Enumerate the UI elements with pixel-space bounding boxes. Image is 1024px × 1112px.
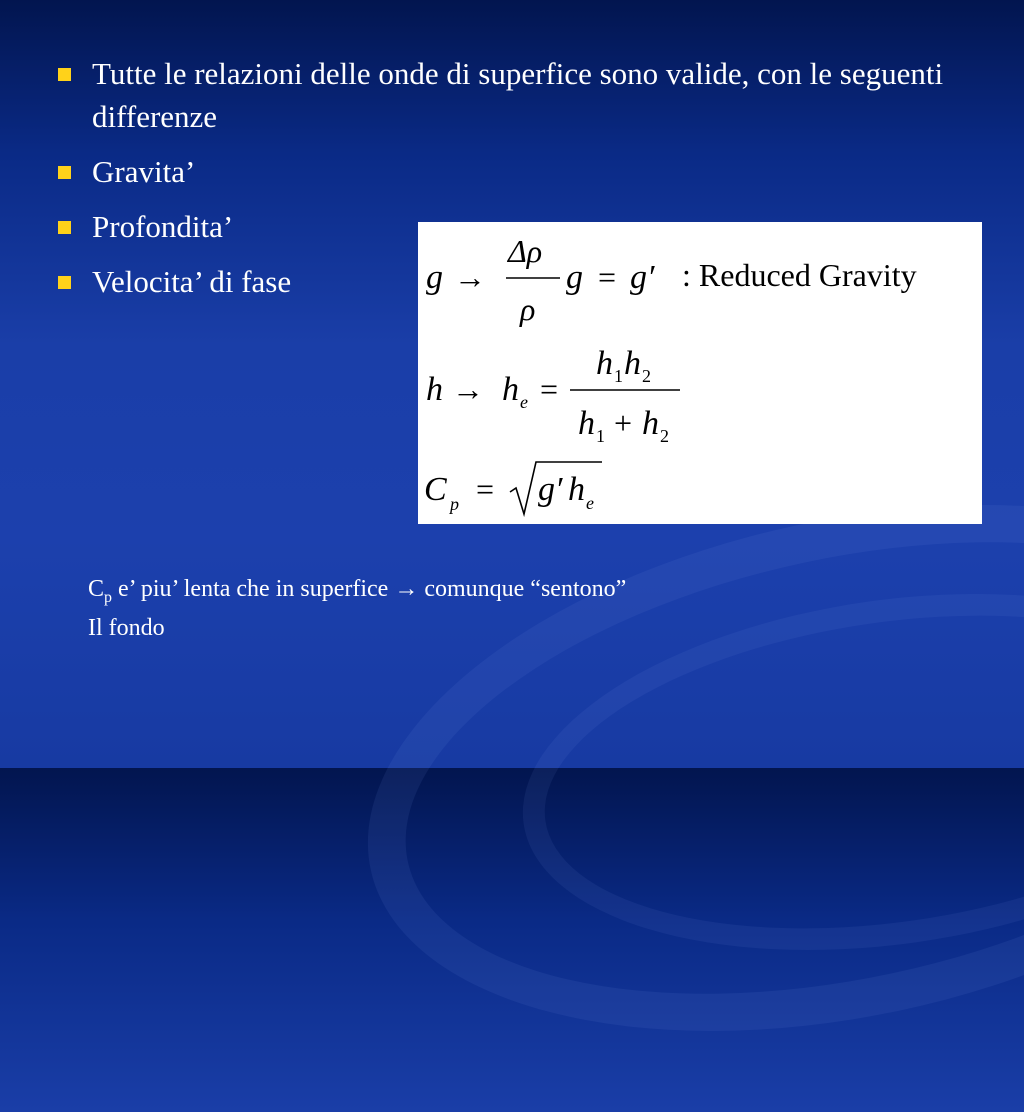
note-line-2: Il fondo <box>88 614 165 641</box>
formula-effective-depth <box>426 345 680 446</box>
symbol-h-e: h <box>502 371 519 408</box>
subscript-p: p <box>450 494 459 514</box>
subscript-1: 1 <box>614 366 623 386</box>
bullet-item <box>56 52 986 138</box>
reduced-gravity-label: : Reduced Gravity <box>682 257 917 293</box>
equals-symbol: = <box>476 471 495 507</box>
arrow-symbol: → <box>452 371 484 407</box>
equals-symbol: = <box>598 259 617 295</box>
subscript-2: 2 <box>642 366 651 386</box>
numerator-h1: h <box>596 345 613 382</box>
equals-symbol: = <box>540 371 559 407</box>
subscript-e: e <box>520 392 528 412</box>
symbol-h: h <box>426 371 443 408</box>
bullet-text: Velocita’ di fase <box>92 264 292 299</box>
subscript-2: 2 <box>660 426 669 446</box>
note-line-1 <box>88 574 888 613</box>
arrow-symbol: → <box>454 259 486 295</box>
bullet-item <box>56 150 986 193</box>
note-line-1-rest: e’ piu’ lenta che in superfice → comunque “sentono” <box>112 576 627 602</box>
square-bullet-icon <box>58 68 71 81</box>
bullet-text: Tutte le relazioni delle onde di superfice sono valide, con le seguenti differenze <box>92 56 944 134</box>
sqrt-g-prime: g′ <box>538 471 563 508</box>
bullet-text: Gravita’ <box>92 154 196 189</box>
delta-rho: Δρ <box>508 233 543 269</box>
note-p-subscript: p <box>104 588 113 606</box>
sqrt-h: h <box>568 471 585 508</box>
numerator-h2: h <box>624 345 641 382</box>
symbol-rho: ρ <box>520 291 536 327</box>
formula-reduced-gravity <box>426 233 917 327</box>
symbol-c: C <box>424 471 447 508</box>
denominator-h1: h <box>578 405 595 442</box>
subscript-e: e <box>586 493 594 513</box>
note-text <box>88 574 888 643</box>
plus-symbol: + <box>614 405 633 441</box>
symbol-g: g <box>566 259 583 296</box>
bullet-text: Profondita’ <box>92 209 234 244</box>
symbol-g-prime: g′ <box>630 259 655 296</box>
formula-phase-velocity <box>424 462 602 514</box>
denominator-h2: h <box>642 405 659 442</box>
square-bullet-icon <box>58 166 71 179</box>
subscript-1: 1 <box>596 426 605 446</box>
square-bullet-icon <box>58 276 71 289</box>
note-c: C <box>88 576 105 602</box>
formula-box <box>418 222 982 524</box>
square-bullet-icon <box>58 221 71 234</box>
symbol-g: g <box>426 259 443 296</box>
